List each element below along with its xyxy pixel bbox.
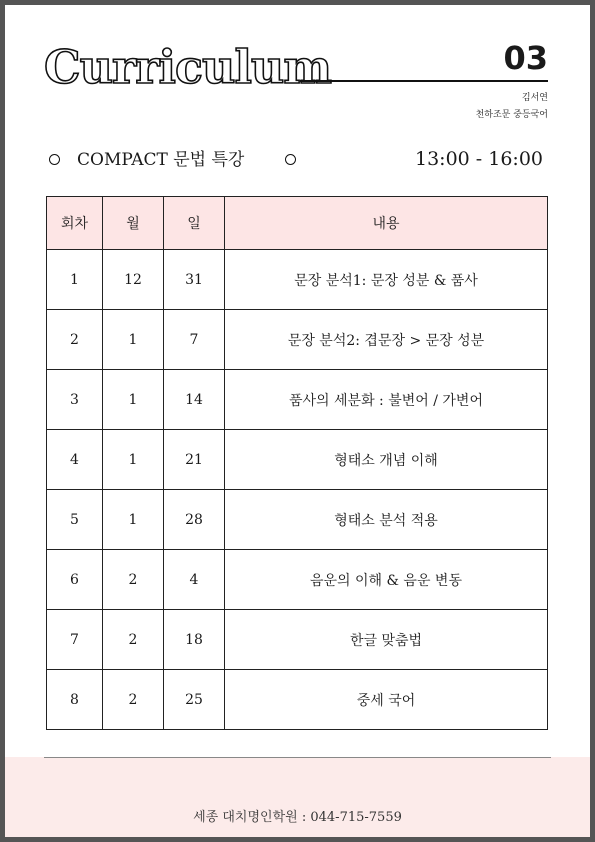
month-cell: 1	[103, 490, 164, 550]
table-header-row	[47, 197, 548, 250]
footer-divider	[44, 757, 551, 758]
header-session: 회차	[47, 197, 103, 250]
month-cell: 2	[103, 670, 164, 730]
content-cell: 품사의 세분화 : 불변어 / 가변어	[225, 370, 548, 430]
footer-contact: 세종 대치명인학원 : 044-715-7559	[193, 810, 402, 825]
table-row	[47, 310, 548, 370]
day-cell: 7	[164, 310, 225, 370]
course-info	[47, 148, 547, 174]
content-cell: 형태소 분석 적용	[225, 490, 548, 550]
header-month: 월	[103, 197, 164, 250]
content-cell: 중세 국어	[225, 670, 548, 730]
table-row	[47, 250, 548, 310]
table-row	[47, 550, 548, 610]
session-cell: 5	[47, 490, 103, 550]
month-cell: 2	[103, 550, 164, 610]
header-content: 내용	[225, 197, 548, 250]
page-title: Curriculum	[44, 40, 332, 94]
content-cell: 형태소 개념 이해	[225, 430, 548, 490]
table-row	[47, 670, 548, 730]
curriculum-table	[46, 196, 548, 730]
institution-name: 천하조문 중등국어	[475, 110, 548, 120]
day-cell: 18	[164, 610, 225, 670]
day-cell: 25	[164, 670, 225, 730]
author-name: 김서연	[521, 93, 548, 103]
table-row	[47, 490, 548, 550]
session-cell: 1	[47, 250, 103, 310]
circle-bullet-icon	[285, 154, 296, 165]
content-cell: 문장 분석2: 겹문장 > 문장 성분	[225, 310, 548, 370]
page-number: 03	[503, 39, 548, 77]
session-cell: 7	[47, 610, 103, 670]
content-cell: 음운의 이해 & 음운 변동	[225, 550, 548, 610]
month-cell: 1	[103, 310, 164, 370]
day-cell: 14	[164, 370, 225, 430]
day-cell: 31	[164, 250, 225, 310]
content-cell: 한글 맞춤법	[225, 610, 548, 670]
month-cell: 1	[103, 430, 164, 490]
footer-band	[5, 757, 590, 837]
course-name: COMPACT 문법 특강	[77, 150, 245, 170]
day-cell: 21	[164, 430, 225, 490]
month-cell: 2	[103, 610, 164, 670]
day-cell: 28	[164, 490, 225, 550]
session-cell: 6	[47, 550, 103, 610]
session-cell: 3	[47, 370, 103, 430]
session-cell: 4	[47, 430, 103, 490]
table-row	[47, 610, 548, 670]
circle-bullet-icon	[49, 154, 60, 165]
header-day: 일	[164, 197, 225, 250]
month-cell: 1	[103, 370, 164, 430]
table-row	[47, 370, 548, 430]
day-cell: 4	[164, 550, 225, 610]
month-cell: 12	[103, 250, 164, 310]
session-cell: 2	[47, 310, 103, 370]
session-cell: 8	[47, 670, 103, 730]
title-underline	[300, 80, 548, 82]
content-cell: 문장 분석1: 문장 성분 & 품사	[225, 250, 548, 310]
table-row	[47, 430, 548, 490]
course-time: 13:00 - 16:00	[414, 148, 543, 170]
